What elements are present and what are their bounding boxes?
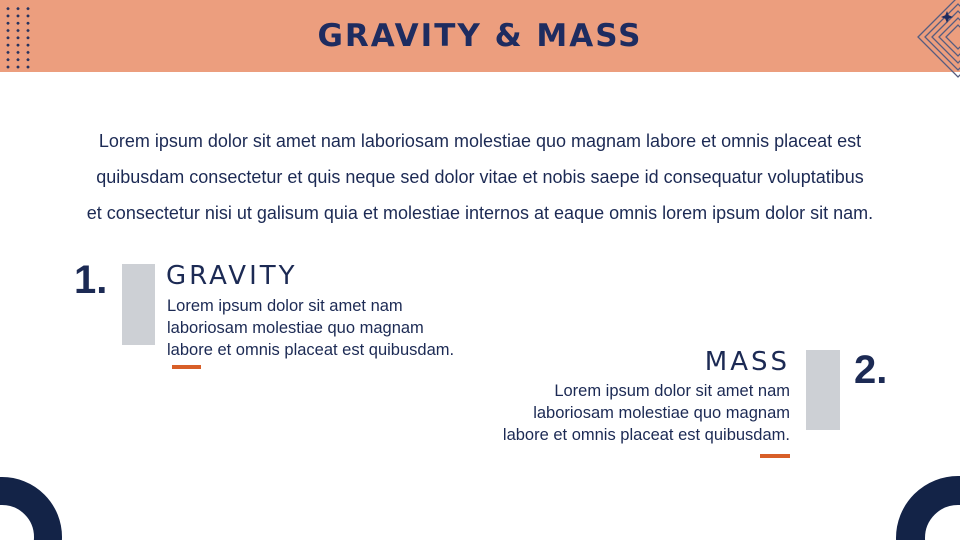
nested-diamonds-icon [910, 0, 960, 80]
section-2-body-line: laboriosam molestiae quo magnam [533, 404, 790, 422]
slide-title: GRAVITY & MASS [317, 18, 643, 54]
section-1-body-line: labore et omnis placeat est quibusdam. [167, 341, 455, 359]
section-1-body-line: Lorem ipsum dolor sit amet nam [167, 297, 403, 315]
section-1-heading: GRAVITY [166, 261, 298, 291]
intro-paragraph [30, 123, 930, 231]
section-2-body-line: labore et omnis placeat est quibusdam. [502, 426, 790, 444]
corner-ring-right [896, 476, 960, 540]
section-1-number: 1. [74, 258, 108, 302]
intro-line: et consectetur nisi ut galisum quia et molestiae internos at eaque omnis lorem ipsum dolor sit nam. [86, 203, 874, 223]
section-2-number: 2. [854, 348, 888, 392]
section-1-gray-bar [122, 264, 155, 345]
section-2-accent-underline [760, 454, 790, 458]
section-2-body [503, 380, 790, 446]
intro-line: quibusdam consectetur et quis neque sed dolor vitae et nobis saepe id consequatur voluptatibus [96, 167, 864, 187]
section-2-body-line: Lorem ipsum dolor sit amet nam [554, 382, 790, 400]
section-1-body [167, 295, 454, 361]
section-2-heading: MASS [704, 347, 790, 377]
section-1-accent-underline [172, 365, 201, 369]
corner-ring-left [0, 477, 62, 540]
intro-line: Lorem ipsum dolor sit amet nam laboriosam molestiae quo magnam labore et omnis placeat est [98, 131, 862, 151]
section-1-body-line: laboriosam molestiae quo magnam [167, 319, 424, 337]
section-2-gray-bar [806, 350, 840, 430]
